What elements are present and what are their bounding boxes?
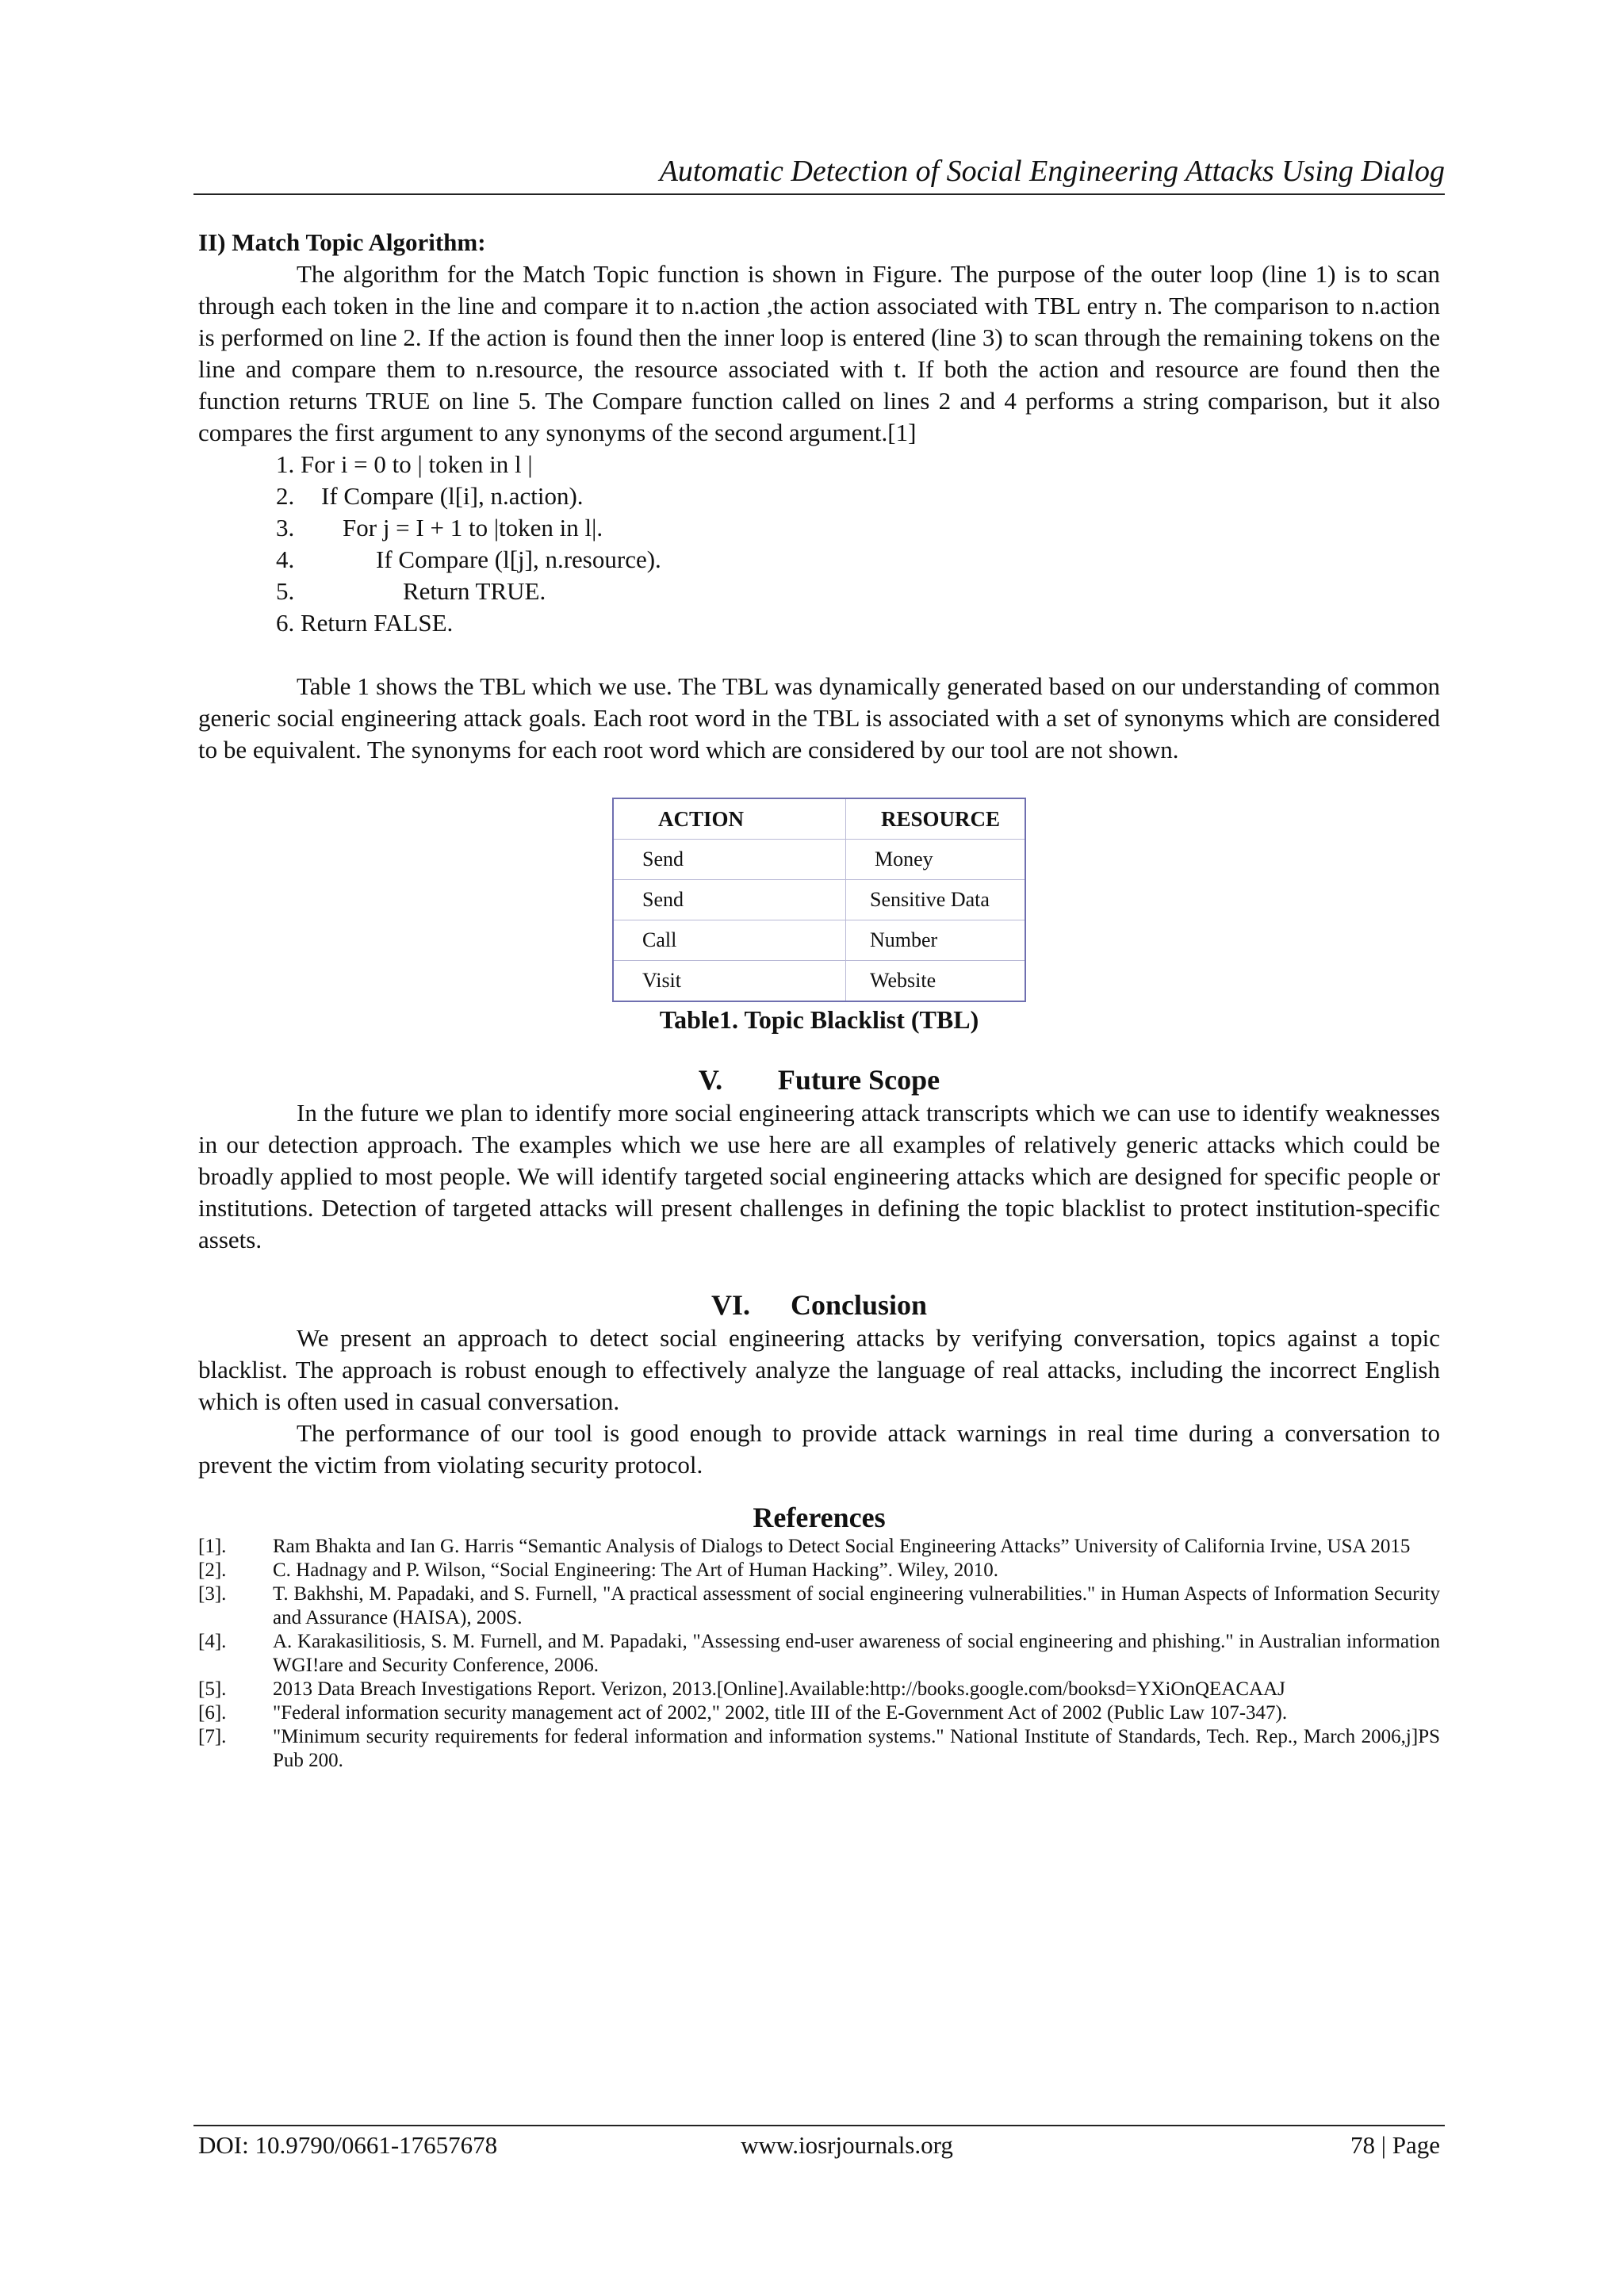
table-caption: Table1. Topic Blacklist (TBL) xyxy=(659,1005,979,1034)
reference-text: C. Hadnagy and P. Wilson, “Social Engineering: The Art of Human Hacking”. Wiley, 2010. xyxy=(273,1559,998,1581)
algorithm-line-number: 5. xyxy=(276,577,295,605)
reference-item xyxy=(198,1582,1440,1630)
table-block xyxy=(198,798,1440,1035)
reference-number: [3]. xyxy=(198,1583,227,1605)
reference-number: [4]. xyxy=(198,1631,227,1652)
reference-item xyxy=(198,1535,1440,1559)
algorithm-line-code: If Compare (l[i], n.action). xyxy=(321,482,584,510)
algorithm-line xyxy=(198,576,1440,607)
algorithm-line-number: 6. xyxy=(276,609,295,637)
algorithm-line-number: 2. xyxy=(276,482,295,510)
section-heading-future-scope xyxy=(198,1062,1440,1097)
match-topic-heading: II) Match Topic Algorithm: xyxy=(198,228,486,256)
table-row xyxy=(613,920,1025,961)
algorithm-line-number: 4. xyxy=(276,545,295,573)
table-row xyxy=(613,840,1025,880)
topic-blacklist-table xyxy=(612,798,1026,1002)
table-row xyxy=(613,880,1025,920)
reference-text: "Federal information security management act of 2002," 2002, title III of the E-Government Act of 2002 (Public Law 107-347). xyxy=(273,1702,1288,1724)
footer-doi: DOI: 10.9790/0661-17657678 xyxy=(198,2131,498,2159)
algorithm-line xyxy=(198,480,1440,512)
table-header-row xyxy=(613,798,1025,840)
main-content xyxy=(198,227,1440,1773)
conclusion-paragraph: We present an approach to detect social engineering attacks by verifying conversation, topics against a topic blacklist. The approach is robust enough to effectively analyze the language of real attacks, including the incorrect English which is often used in casual conversation. xyxy=(198,1324,1440,1415)
table-row xyxy=(613,961,1025,1002)
algorithm-line-code: If Compare (l[j], n.resource). xyxy=(376,545,661,573)
algorithm-line-code: Return FALSE. xyxy=(301,609,454,637)
reference-text: 2013 Data Breach Investigations Report. Verizon, 2013.[Online].Available:http://books.google.com/booksd=YXiOnQEACAAJ xyxy=(273,1678,1285,1700)
table-cell: Call xyxy=(613,920,846,961)
table-cell: Send xyxy=(613,840,846,880)
table-intro-paragraph: Table 1 shows the TBL which we use. The TBL was dynamically generated based on our understanding of common generic social engineering attack goals. Each root word in the TBL is associated with a set of synonyms which are considered to be equivalent. The synonyms for each root word which are considered by our tool are not shown. xyxy=(198,672,1440,763)
algorithm-line-number: 3. xyxy=(276,514,295,541)
running-header: Automatic Detection of Social Engineering Attacks Using Dialog xyxy=(659,155,1445,188)
future-scope-paragraph: In the future we plan to identify more social engineering attack transcripts which we can use to identify weaknesses in our detection approach. The examples which we use here are all examples of relatively generic attacks which could be broadly applied to most people. We will identify targeted social engineering attacks which are designed for specific people or institutions. Detection of targeted attacks will present challenges in defining the topic blacklist to protect institution-specific assets. xyxy=(198,1099,1440,1253)
table-cell: Number xyxy=(846,920,1026,961)
algorithm-listing xyxy=(198,449,1440,639)
reference-item xyxy=(198,1559,1440,1582)
reference-number: [6]. xyxy=(198,1702,227,1724)
reference-number: [7]. xyxy=(198,1726,227,1747)
header-rule xyxy=(193,193,1445,195)
match-topic-paragraph: The algorithm for the Match Topic function is shown in Figure. The purpose of the outer loop (line 1) is to scan through each token in the line and compare it to n.action ,the action associated with TBL entry n. The comparison to n.action is performed on line 2. If the action is found then the inner loop is entered (line 3) to scan through the remaining tokens on the line and compare them to n.resource, the resource associated with t. If both the action and resource are found then the function returns TRUE on line 5. The Compare function called on lines 2 and 4 performs a string comparison, but it also compares the first argument to any synonyms of the second argument.[1] xyxy=(198,260,1440,446)
section-heading-conclusion xyxy=(198,1288,1440,1322)
algorithm-line-code: For j = I + 1 to |token in l|. xyxy=(343,514,603,541)
reference-number: [5]. xyxy=(198,1678,227,1700)
section-number: V. xyxy=(698,1064,723,1096)
algorithm-line-code: Return TRUE. xyxy=(403,577,546,605)
references-list xyxy=(198,1535,1440,1773)
table-cell: Send xyxy=(613,880,846,920)
algorithm-line xyxy=(198,544,1440,576)
table-cell: Money xyxy=(846,840,1026,880)
section-title: Future Scope xyxy=(777,1064,940,1096)
reference-text: A. Karakasilitiosis, S. M. Furnell, and M. Papadaki, "Assessing end-user awareness of social engineering and phishing." in Australian information WGI!are and Security Conference, 2006. xyxy=(273,1631,1440,1676)
algorithm-line xyxy=(198,512,1440,544)
table-header-cell: ACTION xyxy=(613,798,846,840)
table-header-cell: RESOURCE xyxy=(846,798,1026,840)
reference-item xyxy=(198,1678,1440,1701)
reference-text: T. Bakhshi, M. Papadaki, and S. Furnell, "A practical assessment of social engineering vulnerabilities." in Human Aspects of Information Security and Assurance (HAISA), 200S. xyxy=(273,1583,1440,1628)
reference-number: [1]. xyxy=(198,1536,227,1557)
reference-item xyxy=(198,1701,1440,1725)
algorithm-line xyxy=(198,449,1440,480)
reference-number: [2]. xyxy=(198,1559,227,1581)
section-number: VI. xyxy=(710,1289,750,1321)
algorithm-line xyxy=(198,607,1440,639)
table-cell: Website xyxy=(846,961,1026,1002)
table-cell: Visit xyxy=(613,961,846,1002)
footer-site-link[interactable]: www.iosrjournals.org xyxy=(741,2131,953,2159)
reference-item xyxy=(198,1630,1440,1678)
algorithm-line-code: For i = 0 to | token in l | xyxy=(301,450,533,478)
footer-rule xyxy=(193,2125,1445,2126)
algorithm-line-number: 1. xyxy=(276,450,295,478)
table-cell: Sensitive Data xyxy=(846,880,1026,920)
conclusion-paragraph: The performance of our tool is good enough to provide attack warnings in real time during a conversation to prevent the victim from violating security protocol. xyxy=(198,1419,1440,1479)
references-heading: References xyxy=(753,1502,886,1533)
footer-page-number: 78 | Page xyxy=(1350,2131,1440,2159)
reference-item xyxy=(198,1725,1440,1773)
reference-text: "Minimum security requirements for federal information and information systems." National Institute of Standards, Tech. Rep., March 2006,j]PS Pub 200. xyxy=(273,1726,1440,1771)
section-title: Conclusion xyxy=(790,1289,928,1321)
reference-text: Ram Bhakta and Ian G. Harris “Semantic Analysis of Dialogs to Detect Social Engineering Attacks” University of California Irvine, USA 2015 xyxy=(273,1536,1411,1557)
